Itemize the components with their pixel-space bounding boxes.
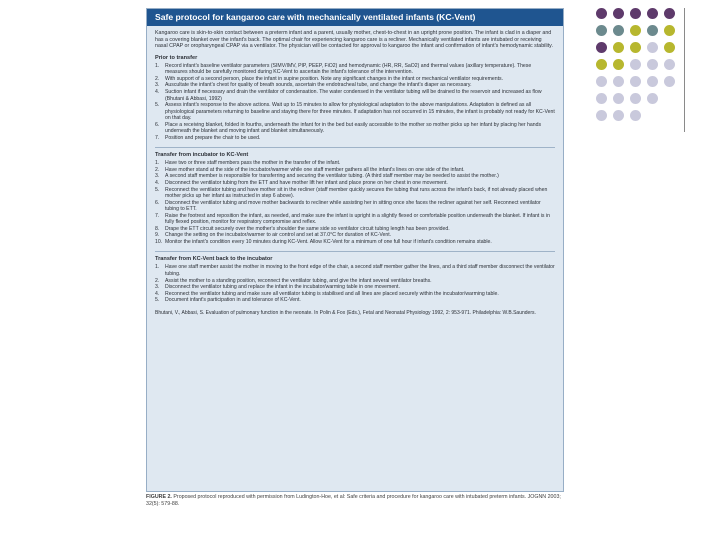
decorative-dot <box>613 110 624 121</box>
step-text: Record infant's baseline ventilator parameters (SIMV/IMV, PIP, PEEP, FiO2) and hemodynamic (HR, RR, SaO2) and thermal values (axillary temperature). These measures should be carefully monitored during KC-Vent to ascertain the infant's tolerance of the intervention. <box>165 62 532 76</box>
step-number: 3. <box>155 82 160 89</box>
protocol-sections <box>155 55 555 304</box>
step-item <box>155 239 555 246</box>
step-text: Drape the ETT circuit securely over the mother's shoulder the same side so ventilator circuit tubing length has been provided. <box>165 225 450 232</box>
step-number: 7. <box>155 134 160 141</box>
decorative-dot <box>647 93 658 104</box>
caption-text: Proposed protocol reproduced with permission from Ludington-Hoe, et al: Safe criteria and procedure for kangaroo care with intubated preterm infants. JOGNN 2003; 32(5): 579-88. <box>146 494 561 507</box>
decorative-dot <box>613 76 624 87</box>
step-text: Raise the footrest and reposition the infant, as needed, and make sure the infant is upright in a slightly flexed or comfortable position underneath the blanket. If infant is in fully flexed position, monitor for respiratory compromise and reflex. <box>165 212 550 226</box>
section-divider <box>155 147 555 148</box>
step-text: Disconnect the ventilator tubing from the ETT and have mother lift her infant and place prone on her chest in one movement. <box>165 179 448 186</box>
step-number: 1. <box>155 264 160 271</box>
step-number: 5. <box>155 102 160 109</box>
intro-paragraph: Kangaroo care is skin-to-skin contact between a preterm infant and a parent, usually mother, chest-to-chest in an upright prone position. The infant is clad in a diaper and has a covering blanket over the infant's back. The optimal chair for experiencing kangaroo care is a recliner. Mechanically ventilated infants are intubated or receiving nasal CPAP or oropharyngeal CPAP via a ventilator. The physician will be contacted for approval to kangaroo the infant and confirmation of infant's hemodynamic stability. <box>155 30 553 50</box>
figure-caption <box>146 494 566 508</box>
decorative-dot <box>613 42 624 53</box>
step-text: A second staff member is responsible for transferring and securing the ventilator tubing. (A third staff member may be needed to assist the mother.) <box>165 173 499 180</box>
step-number: 1. <box>155 160 160 167</box>
step-item <box>155 89 555 102</box>
reference-text: Bhutani, V., Abbasi, S. Evaluation of pulmonary function in the neonate. In Polin & Fox (Eds.), Fetal and Neonatal Physiology 1992, 2: 953-971. Philadelphia: W.B.Saunders. <box>155 309 536 316</box>
step-text: Auscultate the infant's chest for quality of breath sounds, ascertain the endotracheal tube, and change the infant's diaper as necessary. <box>165 82 472 89</box>
step-text: Reconnect the ventilator tubing and have mother sit in the recliner (staff member quickly secures the tubing that runs across the infant's back, if not already placed when mother picks up her infant as instructed in step 6 above). <box>165 186 548 200</box>
step-number: 6. <box>155 121 160 128</box>
step-text: Assist the mother to a standing position, reconnect the ventilator tubing, and give the infant several ventilator breaths. <box>165 277 432 284</box>
step-item <box>155 63 555 76</box>
decorative-dot <box>630 76 641 87</box>
decorative-dot <box>664 76 675 87</box>
document-body <box>147 26 563 316</box>
step-text: Have mother stand at the side of the incubator/warmer while one staff member gathers all the infant's lines on one side of the infant. <box>165 166 465 173</box>
step-number: 4. <box>155 290 160 297</box>
decorative-dot <box>596 42 607 53</box>
decorative-dot <box>647 8 658 19</box>
decorative-dot <box>613 8 624 19</box>
step-number: 1. <box>155 62 160 69</box>
caption-label: FIGURE 2. <box>146 494 172 500</box>
section-title: Transfer from incubator to KC-Vent <box>155 152 249 159</box>
decorative-dot <box>596 110 607 121</box>
step-number: 2. <box>155 277 160 284</box>
step-text: Disconnect the ventilator tubing and replace the infant in the incubator/warming table in one movement. <box>165 284 400 291</box>
step-number: 2. <box>155 166 160 173</box>
decorative-dot <box>630 8 641 19</box>
decorative-dot <box>630 25 641 36</box>
step-text: Document infant's participation in and tolerance of KC-Vent. <box>165 297 301 304</box>
step-text: Have two or three staff members pass the mother in the transfer of the infant. <box>165 160 341 167</box>
step-number: 5. <box>155 186 160 193</box>
decorative-dot <box>647 59 658 70</box>
section-title: Prior to transfer <box>155 54 198 61</box>
decorative-dot <box>664 25 675 36</box>
step-number: 5. <box>155 297 160 304</box>
step-text: Reconnect the ventilator tubing and make sure all ventilator tubing is stabilised and all lines are placed securely within the incubator/warming table. <box>165 290 499 297</box>
step-list <box>155 160 555 245</box>
decorative-dot <box>630 59 641 70</box>
step-item <box>155 187 555 200</box>
decorative-dot <box>596 93 607 104</box>
step-number: 7. <box>155 212 160 219</box>
decorative-dot <box>647 42 658 53</box>
step-number: 4. <box>155 88 160 95</box>
step-number: 4. <box>155 179 160 186</box>
step-item <box>155 213 555 226</box>
decorative-dot <box>596 76 607 87</box>
decorative-divider-line <box>684 8 685 132</box>
step-text: Assess infant's response to the above actions. Wait up to 15 minutes to allow for physiological adaptation to the above manipulations. Adaptation is defined as all physiological parameters returning to baseline and staying there for three minutes. If adaptation has not occurred in 15 minutes, the infant is probably not ready for KC-Vent on that day. <box>165 102 555 122</box>
step-number: 2. <box>155 75 160 82</box>
decorative-dot <box>630 42 641 53</box>
step-text: Change the setting on the incubator/warmer to air control and set at 37.0°C for duration of KC-Vent. <box>165 232 392 239</box>
decorative-dot <box>647 76 658 87</box>
decorative-dot <box>664 42 675 53</box>
step-number: 9. <box>155 232 160 239</box>
section-title: Transfer from KC-Vent back to the incubator <box>155 256 273 263</box>
step-text: Monitor the infant's condition every 10 minutes during KC-Vent. Allow KC-Vent for a minimum of one full hour if infant's condition remains stable. <box>165 238 492 245</box>
decorative-dot <box>596 25 607 36</box>
step-text: With support of a second person, place the infant in supine position. Note any significant changes in the infant or mechanical ventilator requirements. <box>165 75 504 82</box>
step-number: 3. <box>155 173 160 180</box>
decorative-dot <box>664 59 675 70</box>
step-text: Position and prepare the chair to be used. <box>165 134 261 141</box>
step-text: Disconnect the ventilator tubing and move mother backwards to recliner while assisting her in sitting once she faces the recliner against her self. Reconnect ventilator tubing to ETT. <box>165 199 541 213</box>
step-item <box>155 135 555 142</box>
step-item <box>155 102 555 122</box>
step-number: 6. <box>155 199 160 206</box>
step-item <box>155 297 555 304</box>
step-list <box>155 264 555 303</box>
step-number: 3. <box>155 284 160 291</box>
step-item <box>155 122 555 135</box>
decorative-dot <box>664 8 675 19</box>
section-divider <box>155 251 555 252</box>
step-item <box>155 200 555 213</box>
decorative-dot <box>613 25 624 36</box>
step-text: Have one staff member assist the mother in moving to the front edge of the chair, a second staff member gather the lines, and a third staff member disconnect the ventilator tubing. <box>165 264 555 277</box>
step-number: 10. <box>155 238 163 245</box>
decorative-dot <box>613 93 624 104</box>
document-title: Safe protocol for kangaroo care with mechanically ventilated infants (KC-Vent) <box>147 9 563 26</box>
decorative-dot <box>596 59 607 70</box>
step-text: Place a receiving blanket, folded in fourths, underneath the infant for in the bed but easily accessible to the mother so mother picks up her infant by placing her hands underneath the blanket and moving infant and blanket simultaneously. <box>165 121 542 135</box>
step-text: Suction infant if necessary and drain the ventilator of condensation. The water condensed in the ventilator tubing will be drained to the reservoir and increased as flow (Bhutani & Abbasi, 1992) <box>165 88 542 102</box>
decorative-dot <box>630 110 641 121</box>
protocol-document <box>146 8 564 492</box>
decorative-dot <box>630 93 641 104</box>
step-number: 8. <box>155 225 160 232</box>
step-item <box>155 264 555 277</box>
decorative-dot <box>647 25 658 36</box>
step-list <box>155 63 555 142</box>
decorative-dot <box>596 8 607 19</box>
decorative-dot <box>613 59 624 70</box>
